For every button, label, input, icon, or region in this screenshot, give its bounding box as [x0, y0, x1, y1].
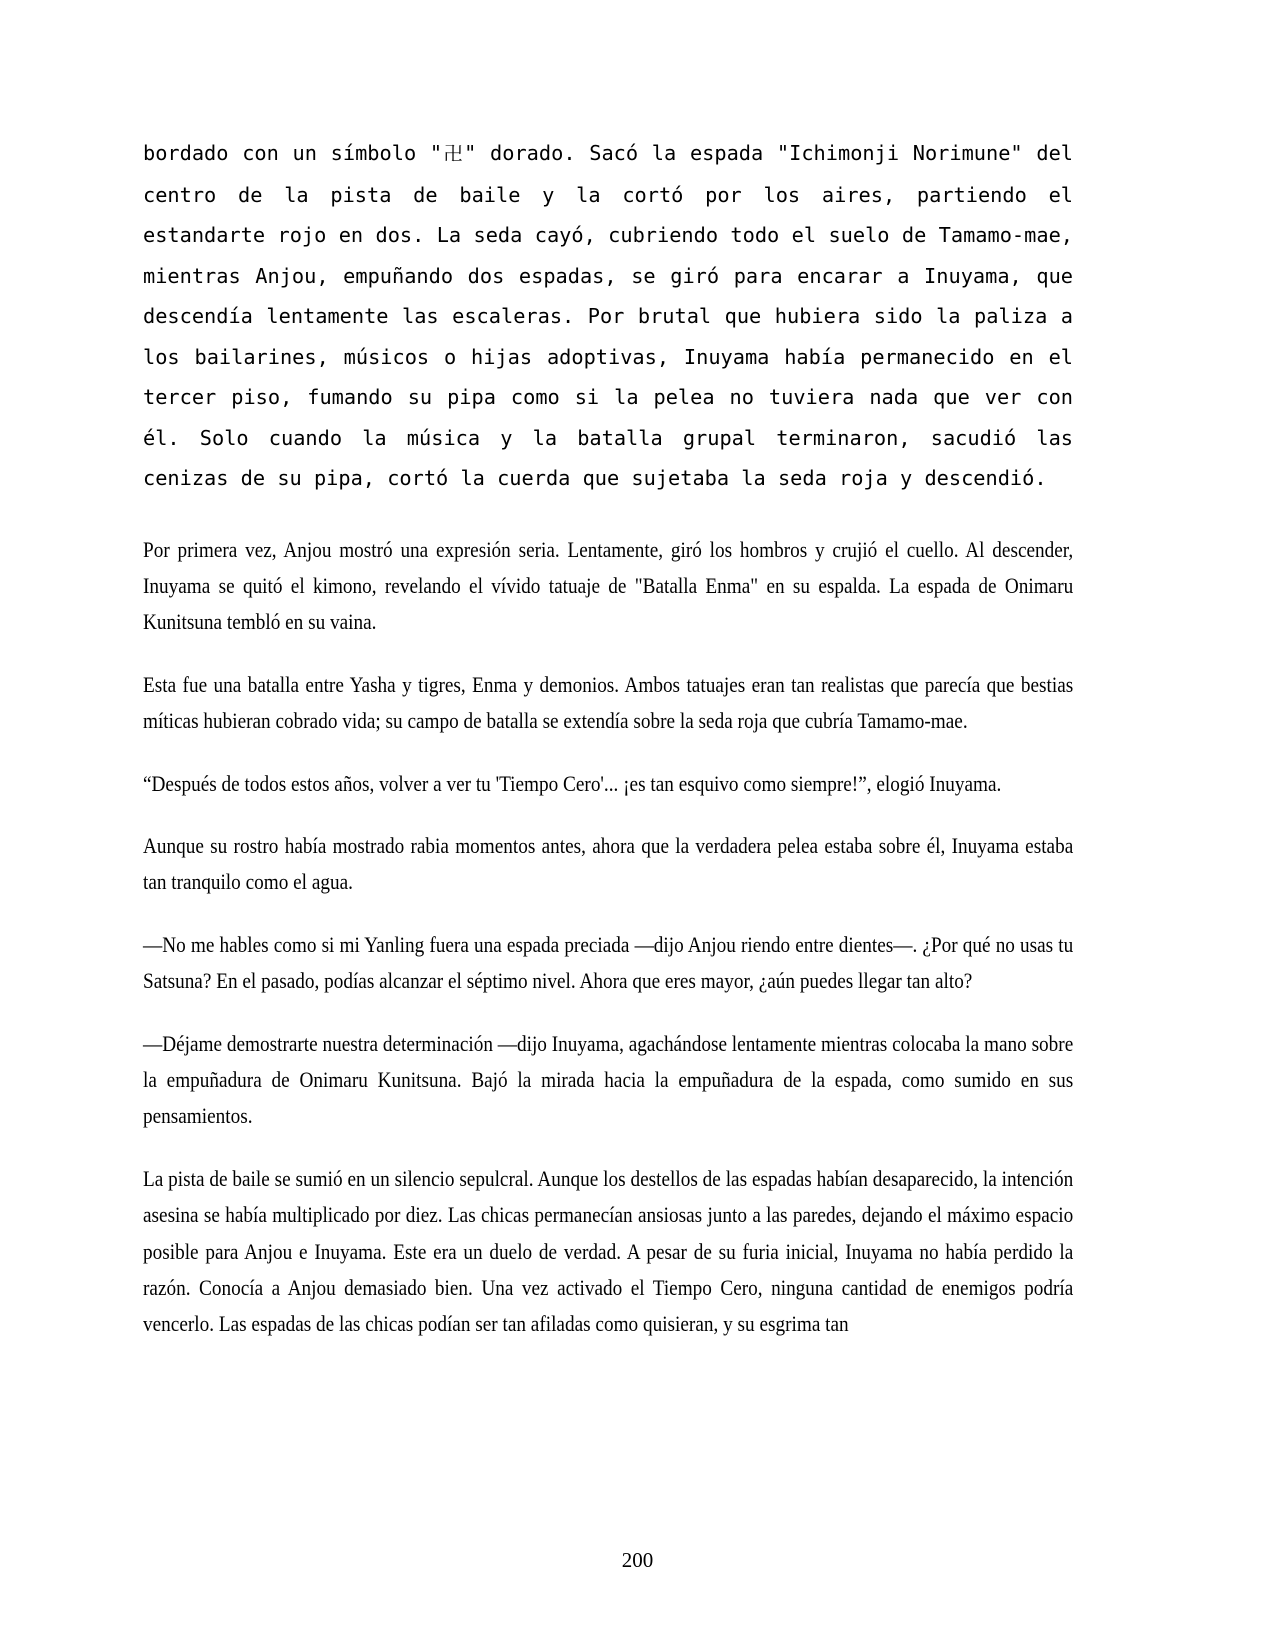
paragraph-4-dialogue: “Después de todos estos años, volver a ver tu 'Tiempo Cero'... ¡es tan esquivo como siempre!”, elogió Inuyama.	[143, 770, 1002, 796]
manji-symbol: 卍	[442, 143, 465, 165]
paragraph-spacer	[143, 901, 1073, 927]
paragraph-spacer	[143, 641, 1073, 667]
paragraph-spacer	[143, 1000, 1073, 1026]
page-number: 200	[621, 1548, 654, 1572]
paragraph-2: Por primera vez, Anjou mostró una expresión seria. Lentamente, giró los hombros y crujió el cuello. Al descender, Inuyama se quitó el kimono, revelando el vívido tatuaje de "Batalla Enma" en su espalda. La espada de Onimaru Kunitsuna tembló en su vaina.	[143, 536, 1074, 635]
paragraph-7-dialogue: —Déjame demostrarte nuestra determinación —dijo Inuyama, agachándose lentamente mientras colocaba la mano sobre la empuñadura de Onimaru Kunitsuna. Bajó la mirada hacia la empuñadura de la espada, como sumido en sus pensamientos.	[143, 1030, 1074, 1129]
paragraph-text-after-symbol: " dorado. Sacó la espada "Ichimonji Norimune" del centro de la pista de baile y la cortó por los aires, partiendo el estandarte rojo en dos. La seda cayó, cubriendo todo el suelo de Tamamo-mae, mientras Anjou, empuñando dos espadas, se giró para encarar a Inuyama, que descendía lentamente las escaleras. Por brutal que hubiera sido la paliza a los bailarines, músicos o hijas adoptivas, Inuyama había permanecido en el tercer piso, fumando su pipa como si la pelea no tuviera nada que ver con él. Solo cuando la música y la batalla grupal terminaron, sacudió las cenizas de su pipa, cortó la cuerda que sujetaba la seda roja y descendió.	[143, 141, 1073, 490]
paragraph-8: La pista de baile se sumió en un silencio sepulcral. Aunque los destellos de las espadas habían desaparecido, la intención asesina se había multiplicado por diez. Las chicas permanecían ansiosas junto a las paredes, dejando el máximo espacio posible para Anjou e Inuyama. Este era un duelo de verdad. A pesar de su furia inicial, Inuyama no había perdido la razón. Conocía a Anjou demasiado bien. Una vez activado el Tiempo Cero, ninguna cantidad de enemigos podría vencerlo. Las espadas de las chicas podían ser tan afiladas como quisieran, y su esgrima tan	[143, 1165, 1074, 1337]
paragraph-spacer	[143, 499, 1073, 532]
paragraph-spacer	[143, 740, 1073, 766]
paragraph-3: Esta fue una batalla entre Yasha y tigres, Enma y demonios. Ambos tatuajes eran tan realistas que parecía que bestias míticas hubieran cobrado vida; su campo de batalla se extendía sobre la seda roja que cubría Tamamo-mae.	[143, 671, 1074, 734]
paragraph-spacer	[143, 802, 1073, 828]
paragraph-monospace-continuation	[143, 133, 1073, 499]
paragraph-6-dialogue: —No me hables como si mi Yanling fuera una espada preciada —dijo Anjou riendo entre dientes—. ¿Por qué no usas tu Satsuna? En el pasado, podías alcanzar el séptimo nivel. Ahora que eres mayor, ¿aún puedes llegar tan alto?	[143, 931, 1074, 994]
paragraph-spacer	[143, 1135, 1073, 1161]
paragraph-5: Aunque su rostro había mostrado rabia momentos antes, ahora que la verdadera pelea estaba sobre él, Inuyama estaba tan tranquilo como el agua.	[143, 832, 1074, 895]
page-content	[143, 133, 1073, 1343]
paragraph-text-before-symbol: bordado con un símbolo "	[143, 141, 443, 165]
